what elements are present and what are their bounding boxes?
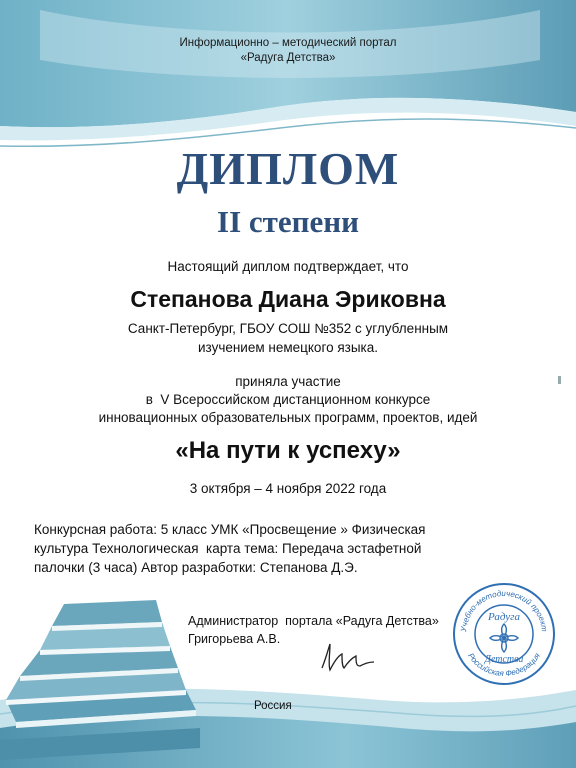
country: Россия	[254, 700, 292, 712]
edge-mark	[558, 376, 561, 384]
stamp-bottom-text: Российская Федерация	[466, 651, 542, 679]
recipient-name: Степанова Диана Эриковна	[130, 286, 446, 312]
work-description	[34, 520, 504, 577]
stamp-top-text: Учебно-методический проект	[459, 588, 550, 633]
participation-line-3: инновационных образовательных программ, проектов, идей	[98, 410, 478, 425]
work-line-3: палочки (3 часа) Автор разработки: Степанова Д.Э.	[34, 560, 358, 575]
signature	[318, 640, 378, 674]
portal-header	[0, 36, 576, 66]
administrator-line-1: Администратор портала «Радуга Детства»	[188, 614, 439, 628]
participation-line-2: в V Всероссийском дистанционном конкурсе	[145, 392, 431, 407]
administrator-block	[188, 612, 439, 648]
stamp-flower-icon	[490, 624, 518, 652]
work-line-2: культура Технологическая карта тема: Передача эстафетной	[34, 541, 422, 556]
contest-name: «На пути к успеху»	[175, 437, 401, 464]
contest-dates: 3 октября – 4 ноября 2022 года	[189, 481, 387, 496]
portal-stamp	[452, 582, 556, 686]
participation-text	[0, 373, 576, 427]
organization	[0, 319, 576, 357]
diploma-title: ДИПЛОМ	[176, 143, 400, 194]
portal-line-2: «Радуга Детства»	[240, 52, 336, 64]
participation-line-1: приняла участие	[235, 374, 341, 389]
administrator-line-2: Григорьева А.В.	[188, 632, 281, 646]
stamp-center-text-1: Радуга	[488, 611, 520, 623]
confirm-text: Настоящий диплом подтверждает, что	[167, 259, 409, 274]
organization-line-2: изучением немецкого языка.	[197, 340, 378, 355]
portal-line-1: Информационно – методический портал	[179, 37, 397, 49]
work-line-1: Конкурсная работа: 5 класс УМК «Просвещение » Физическая	[34, 522, 426, 537]
organization-line-1: Санкт-Петербург, ГБОУ СОШ №352 с углубленным	[127, 321, 449, 336]
diploma-degree: II степени	[217, 204, 359, 239]
stamp-center-text-2: Детства	[484, 654, 524, 665]
